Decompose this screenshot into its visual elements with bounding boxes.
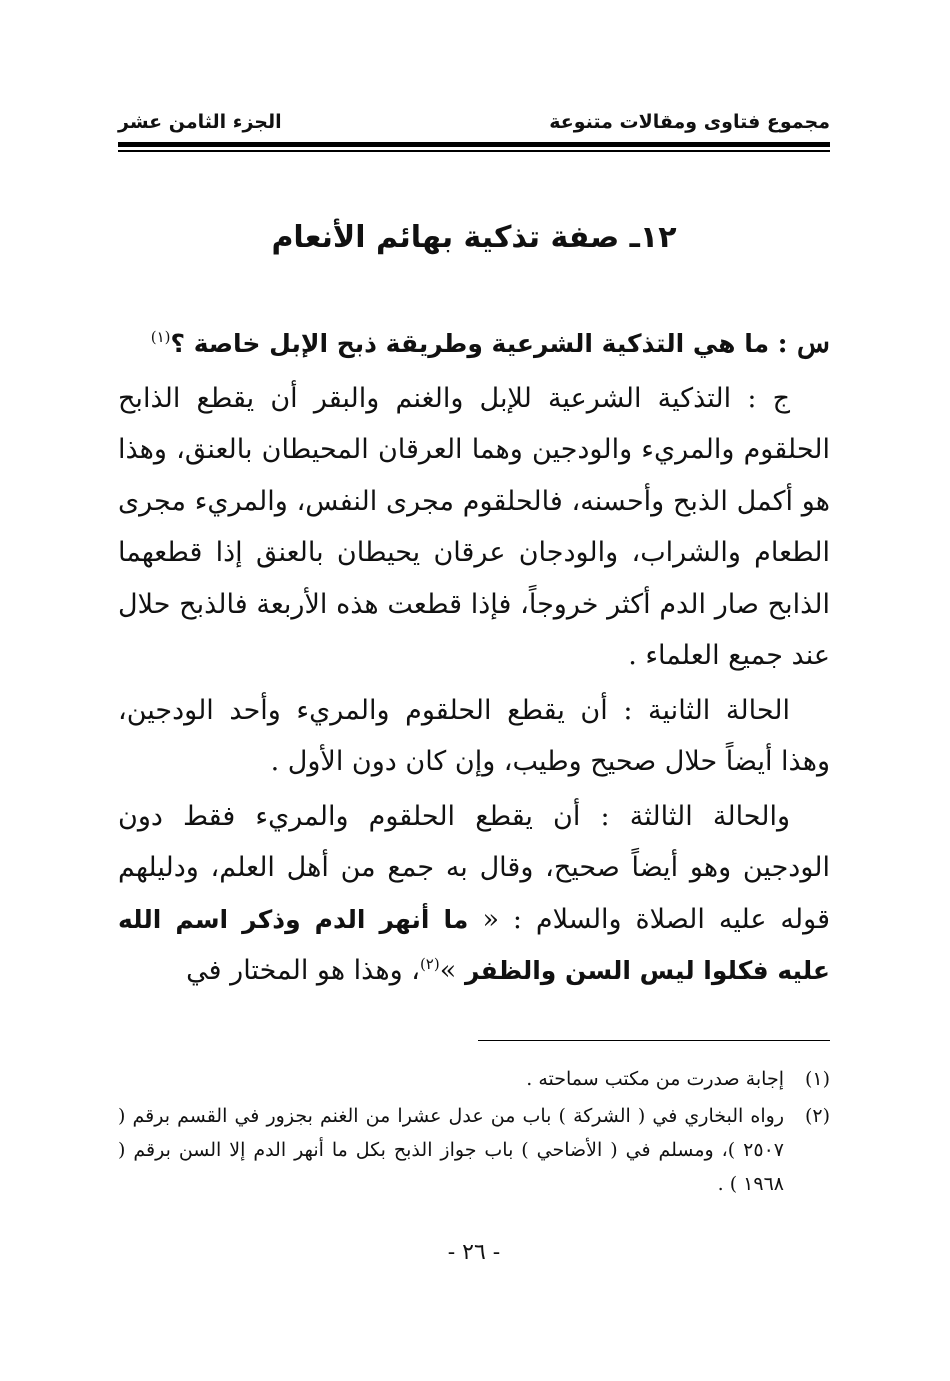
page-number: - ٢٦ - bbox=[447, 1240, 501, 1265]
case-two-text: الحالة الثانية : أن يقطع الحلقوم والمريء وأحد الودجين، وهذا أيضاً حلال صحيح وطيب، وإن كان دون الأول . bbox=[118, 694, 830, 777]
footnote-mark: (٢) bbox=[804, 1105, 830, 1127]
main-text bbox=[118, 318, 830, 997]
footnote-ref-2: (٢) bbox=[419, 955, 440, 973]
footnote-text: إجابة صدرت من مكتب سماحته . bbox=[526, 1068, 784, 1090]
header-rule-thin bbox=[118, 150, 830, 152]
case-three-text-after: ، وهذا هو المختار في bbox=[186, 955, 420, 986]
footnote-ref-1: (١) bbox=[150, 328, 171, 346]
question-paragraph bbox=[118, 318, 830, 370]
chapter-title: ١٢ـ صفة تذكية بهائم الأنعام bbox=[271, 220, 677, 255]
footnotes bbox=[118, 1062, 830, 1201]
question-text: ما هي التذكية الشرعية وطريقة ذبح الإبل خاصة ؟ bbox=[170, 329, 770, 358]
answer-label: ج : bbox=[747, 382, 790, 414]
volume-label: الجزء الثامن عشر bbox=[118, 111, 282, 133]
footnote-text: رواه البخاري في ( الشركة ) باب من عدل عشرا من الغنم بجزور في القسم برقم ( ٢٥٠٧ )، ومسلم في ( الأضاحي ) باب جواز الذبح بكل ما أنهر الدم إلا السن برقم ( ١٩٦٨ ) . bbox=[118, 1105, 784, 1195]
case-three-text-before: والحالة الثالثة : أن يقطع الحلقوم والمريء فقط دون الودجين وهو أيضاً صحيح، وقال به جمع من أهل العلم، ودليلهم قوله عليه الصلاة والسلام : « bbox=[118, 800, 830, 935]
answer-text: التذكية الشرعية للإبل والغنم والبقر أن يقطع الذابح الحلقوم والمريء والودجين وهما العرقان المحيطان بالعنق، وهذا هو أكمل الذبح وأحسنه، فالحلقوم مجرى النفس، والمريء مجرى الطعام والشراب، والودجان عرقان يحيطان بالعنق إذا قطعهما الذابح صار الدم أكثر خروجاً، فإذا قطعت هذه الأربعة فالذبح حلال عند جميع العلماء . bbox=[118, 382, 830, 671]
case-three-paragraph bbox=[118, 791, 830, 997]
question-label: س : bbox=[777, 328, 830, 359]
header-rule-thick bbox=[118, 142, 830, 147]
case-two-paragraph bbox=[118, 685, 830, 788]
footnote-mark: (١) bbox=[804, 1068, 830, 1090]
quote-close: » bbox=[439, 955, 457, 986]
footnote-item bbox=[118, 1099, 830, 1201]
running-header bbox=[118, 111, 830, 141]
footnote-item bbox=[118, 1062, 830, 1096]
hadith-quote: ما أنهر الدم وذكر اسم الله عليه فكلوا ليس السن والظفر bbox=[118, 904, 830, 985]
footnote-separator bbox=[478, 1040, 830, 1041]
answer-paragraph bbox=[118, 373, 830, 682]
book-title: مجموع فتاوى ومقالات متنوعة bbox=[549, 111, 830, 133]
